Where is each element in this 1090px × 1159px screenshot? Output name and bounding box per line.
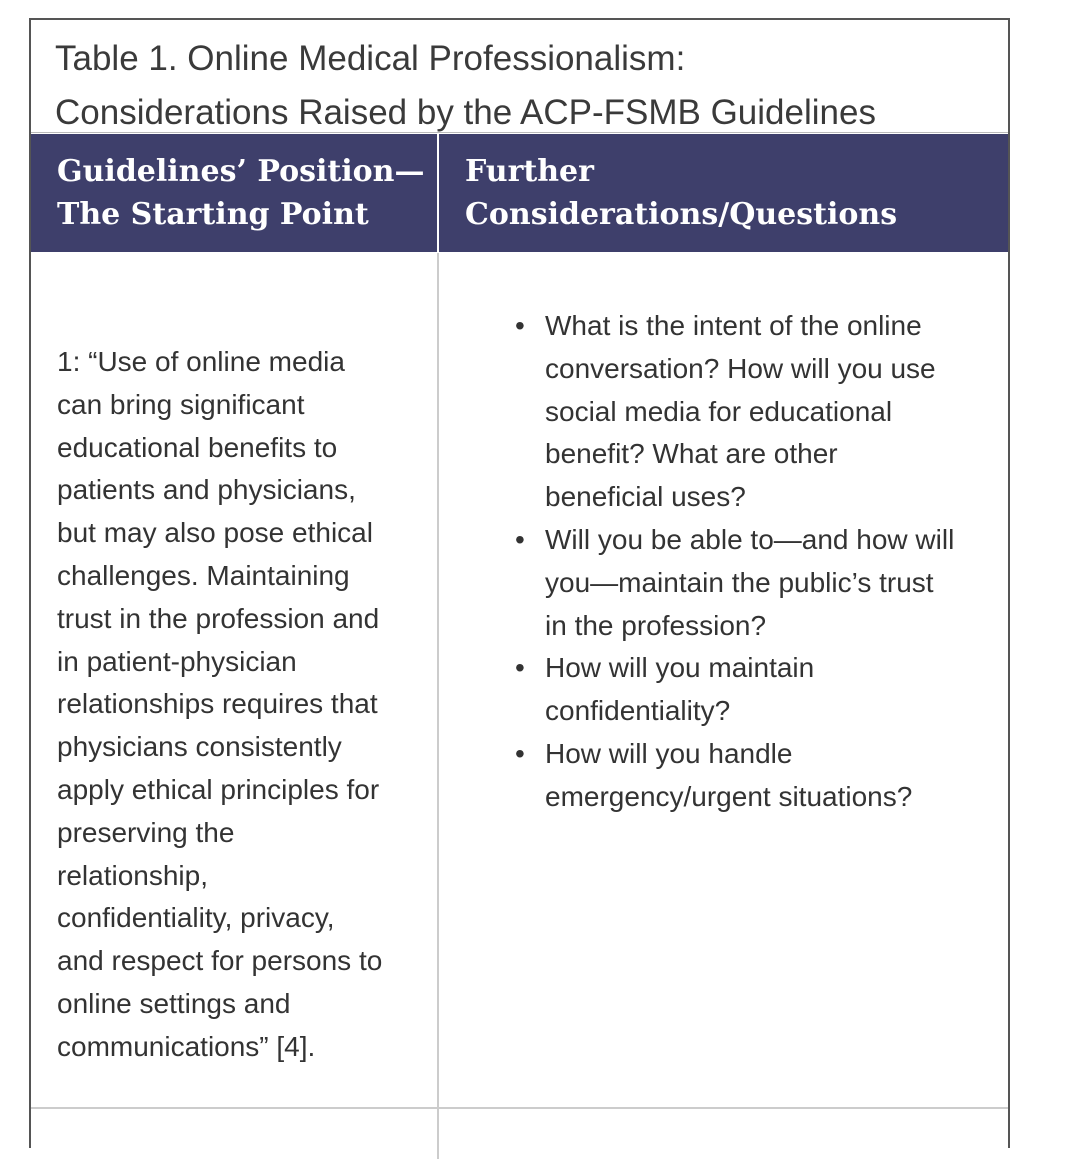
- position-text-line: apply ethical principles for: [57, 773, 380, 805]
- header-text-line: The Starting Point: [57, 197, 369, 232]
- column-divider: [437, 1109, 439, 1159]
- consideration-text-line: social media for educational: [545, 395, 893, 427]
- header-text-line: Considerations/Questions: [465, 197, 898, 232]
- list-item: [487, 733, 988, 819]
- list-item: [487, 519, 988, 647]
- consideration-text-line: emergency/urgent situations?: [545, 780, 913, 812]
- table-caption-line-2: Considerations Raised by the ACP-FSMB Guidelines: [55, 93, 876, 132]
- consideration-text-line: What is the intent of the online: [545, 310, 922, 341]
- position-text-line: online settings and: [57, 987, 291, 1019]
- position-text-line: trust in the profession and: [57, 602, 380, 634]
- position-text-line: confidentiality, privacy,: [57, 902, 335, 934]
- list-item: [487, 647, 988, 733]
- bullet-icon: •: [515, 652, 525, 684]
- position-text-line: in patient-physician: [57, 645, 297, 677]
- position-text-line: educational benefits to: [57, 431, 338, 463]
- position-text-line: can bring significant: [57, 388, 305, 420]
- list-item: [487, 305, 988, 519]
- position-text-line: preserving the: [57, 816, 235, 848]
- table-caption-line-1: Table 1. Online Medical Professionalism:: [55, 39, 686, 78]
- consideration-text-line: Will you be able to—and how will: [545, 523, 955, 555]
- consideration-text-line: benefit? What are other: [545, 438, 838, 470]
- header-text-line: Further: [465, 154, 594, 189]
- consideration-text-line: beneficial uses?: [545, 481, 746, 513]
- position-text-line: relationships requires that: [57, 688, 378, 720]
- consideration-text-line: you—maintain the public’s trust: [545, 566, 934, 598]
- bullet-icon: •: [515, 523, 525, 555]
- consideration-text-line: confidentiality?: [545, 695, 731, 727]
- position-text-line: patients and physicians,: [57, 474, 356, 506]
- bullet-icon: •: [515, 310, 525, 341]
- consideration-text-line: How will you maintain: [545, 652, 815, 684]
- position-text-line: relationship,: [57, 859, 208, 891]
- header-guidelines-position: [31, 134, 437, 252]
- bullet-icon: •: [515, 737, 525, 769]
- consideration-text-line: in the profession?: [545, 609, 767, 641]
- consideration-text-line: How will you handle: [545, 737, 793, 769]
- position-text-line: communications” [4].: [57, 1030, 316, 1062]
- considerations-table: [29, 18, 1010, 1148]
- position-text-line: and respect for persons to: [57, 945, 383, 977]
- considerations-list: [487, 305, 988, 819]
- further-considerations-cell: [437, 253, 1008, 1107]
- header-text-line: Guidelines’ Position—: [57, 154, 425, 189]
- table-row-partial: [31, 1109, 1008, 1159]
- consideration-text-line: conversation? How will you use: [545, 352, 936, 384]
- header-further-considerations: [437, 134, 1008, 252]
- position-text-line: challenges. Maintaining: [57, 559, 350, 591]
- table-header-row: [31, 134, 1008, 252]
- position-text-line: 1: “Use of online media: [57, 346, 345, 377]
- position-text-line: physicians consistently: [57, 731, 342, 763]
- guideline-position-cell: [31, 253, 437, 1107]
- position-text-line: but may also pose ethical: [57, 517, 373, 549]
- table-row: [31, 253, 1008, 1109]
- table-caption: [31, 20, 1008, 133]
